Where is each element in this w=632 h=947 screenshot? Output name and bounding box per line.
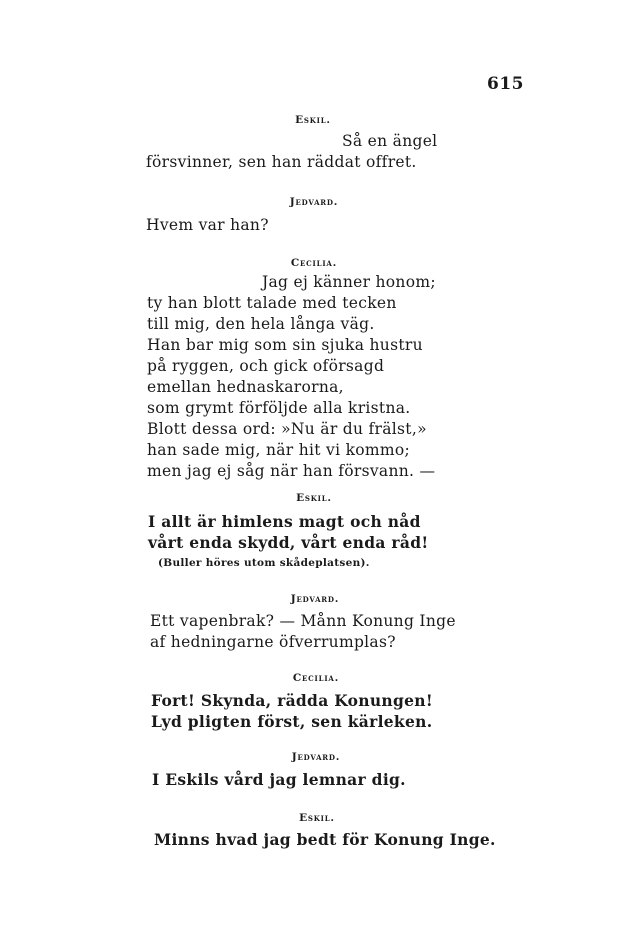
speaker-name: Eskil. <box>299 812 335 824</box>
verse-line: Han bar mig som sin sjuka hustru <box>147 336 423 354</box>
verse-line: Lyd pligten först, sen kärleken. <box>151 712 433 731</box>
verse-line: Blott dessa ord: »Nu är du frälst,» <box>147 420 427 438</box>
verse-line: försvinner, sen han räddat offret. <box>146 153 417 171</box>
verse-line: Minns hvad jag bedt för Konung Inge. <box>154 830 496 849</box>
verse-line: till mig, den hela långa väg. <box>147 315 375 333</box>
speaker-name: Jedvard. <box>290 593 340 605</box>
verse-line: han sade mig, när hit vi kommo; <box>147 441 411 459</box>
verse-line: I Eskils vård jag lemnar dig. <box>152 770 406 789</box>
verse-line: Hvem var han? <box>146 216 269 234</box>
verse-line: Jag ej känner honom; <box>262 273 436 291</box>
verse-line: men jag ej såg när han försvann. — <box>147 462 436 480</box>
verse-line: Ett vapenbrak? — Månn Konung Inge <box>150 612 456 630</box>
verse-line: I allt är himlens magt och nåd <box>148 512 421 531</box>
verse-line: ty han blott talade med tecken <box>147 294 397 312</box>
speaker-name: Eskil. <box>295 114 331 126</box>
speaker-name: Jedvard. <box>291 751 341 763</box>
speaker-name: Eskil. <box>296 492 332 504</box>
speaker-name: Cecilia. <box>290 257 338 269</box>
verse-line: Fort! Skynda, rädda Konungen! <box>151 691 433 710</box>
speaker-name: Cecilia. <box>292 672 340 684</box>
verse-line: som grymt förföljde alla kristna. <box>147 399 411 417</box>
page-number: 615 <box>487 74 524 94</box>
stage-direction: (Buller höres utom skådeplatsen). <box>158 557 370 569</box>
verse-line: på ryggen, och gick oförsagd <box>147 357 385 375</box>
verse-line: vårt enda skydd, vårt enda råd! <box>148 533 429 552</box>
verse-line: emellan hednaskarorna, <box>147 378 344 396</box>
verse-line: Så en ängel <box>342 132 438 150</box>
speaker-name: Jedvard. <box>289 196 339 208</box>
verse-line: af hedningarne öfverrumplas? <box>150 633 396 651</box>
